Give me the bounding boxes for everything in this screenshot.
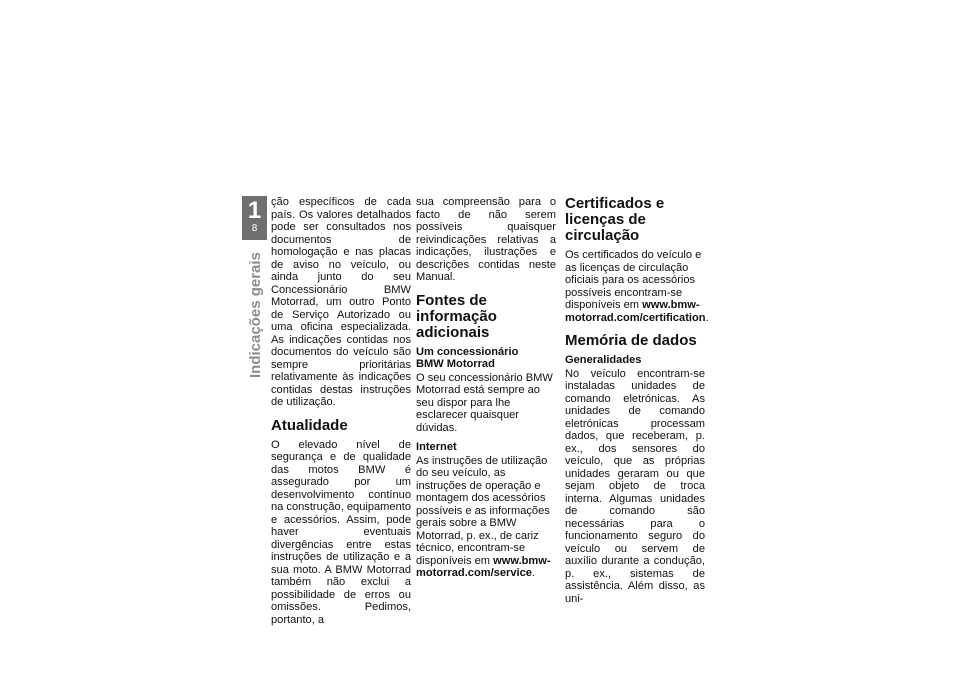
heading-certificados: Certificados e licenças de circulação	[565, 195, 665, 244]
paragraph-internet-text: As instruções de utilização do seu veículo, as instruções de operação e montagem dos acessórios possíveis e as informações gerais sobre a BMW Motorrad, p. ex., de cariz técnico, encontram-se disponíveis em	[416, 454, 550, 567]
heading-memoria-dados: Memória de dados	[565, 332, 697, 349]
paragraph-compreensao: sua compreensão para o facto de não serem possíveis quaisquer reivindicações relativas a indicações, ilustrações e descrições contidas neste Manual.	[416, 196, 556, 283]
subheading-internet: Internet	[416, 441, 457, 453]
chapter-number: 1	[247, 197, 262, 224]
paragraph-internet-end: .	[531, 567, 536, 579]
link-certification[interactable]: www.bmw-motorrad.com/certification	[565, 299, 706, 324]
paragraph-certificados-end: .	[705, 311, 709, 324]
text-column-3	[565, 195, 709, 605]
paragraph-generalidades: No veículo encontram-se instaladas unidades de comando eletrónicas. As unidades de comando eletrónicas processam dados, que receberam, p. ex., dos sensores do veículo, que as próprias unidades geraram ou que sejam objeto de troca interna. Algumas unidades de comando são necessárias para o funcionamento seguro do veículo ou servem de auxílio durante a condução, p. ex., sistemas de assistência. Além disso, as uni-	[565, 367, 705, 605]
paragraph-certificados	[565, 249, 709, 324]
page-number: 8	[251, 223, 258, 234]
subheading-concessionario-line2: BMW Motorrad	[416, 358, 495, 370]
paragraph-internet	[416, 455, 556, 580]
subheading-concessionario-line1: Um concessionário	[416, 345, 519, 358]
chapter-title-vertical: Indicações gerais	[247, 252, 264, 378]
text-column-2	[416, 196, 556, 580]
heading-fontes-informacao: Fontes de informação adicionais	[416, 291, 497, 341]
paragraph-intro-continued: ção específicos de cada país. Os valores detalhados pode ser consultados nos documentos de homologação e nas placas de aviso no veículo, ou ainda junto do seu Concessionário BMW Motorrad, um outro Ponto de Serviço Autorizado ou uma oficina especializada. As indicações contidas nos documentos do veículo são sempre prioritárias relativamente às indicações contidas destas instruções de utilização.	[271, 196, 411, 408]
paragraph-atualidade: O elevado nível de segurança e de qualidade das motos BMW é assegurado por um desenvolvimento contínuo na construção, equipamento e acessórios. Assim, pode haver eventuais divergências entre estas instruções de utilização e a sua moto. A BMW Motorrad também não exclui a possibilidade de erros ou omissões. Pedimos, portanto, a	[271, 438, 411, 626]
heading-atualidade: Atualidade	[271, 416, 348, 434]
text-column-1	[271, 196, 411, 626]
paragraph-certificados-text: Os certificados do veículo e as licenças de circulação oficiais para os acessórios possíveis encontram-se disponíveis em	[565, 249, 702, 311]
paragraph-concessionario: O seu concessionário BMW Motorrad está sempre ao seu dispor para lhe esclarecer quaisquer dúvidas.	[416, 371, 553, 434]
link-service[interactable]: www.bmw-motorrad.com/service	[416, 554, 551, 579]
subheading-generalidades: Generalidades	[565, 354, 642, 366]
subheading-concessionario	[416, 346, 556, 371]
